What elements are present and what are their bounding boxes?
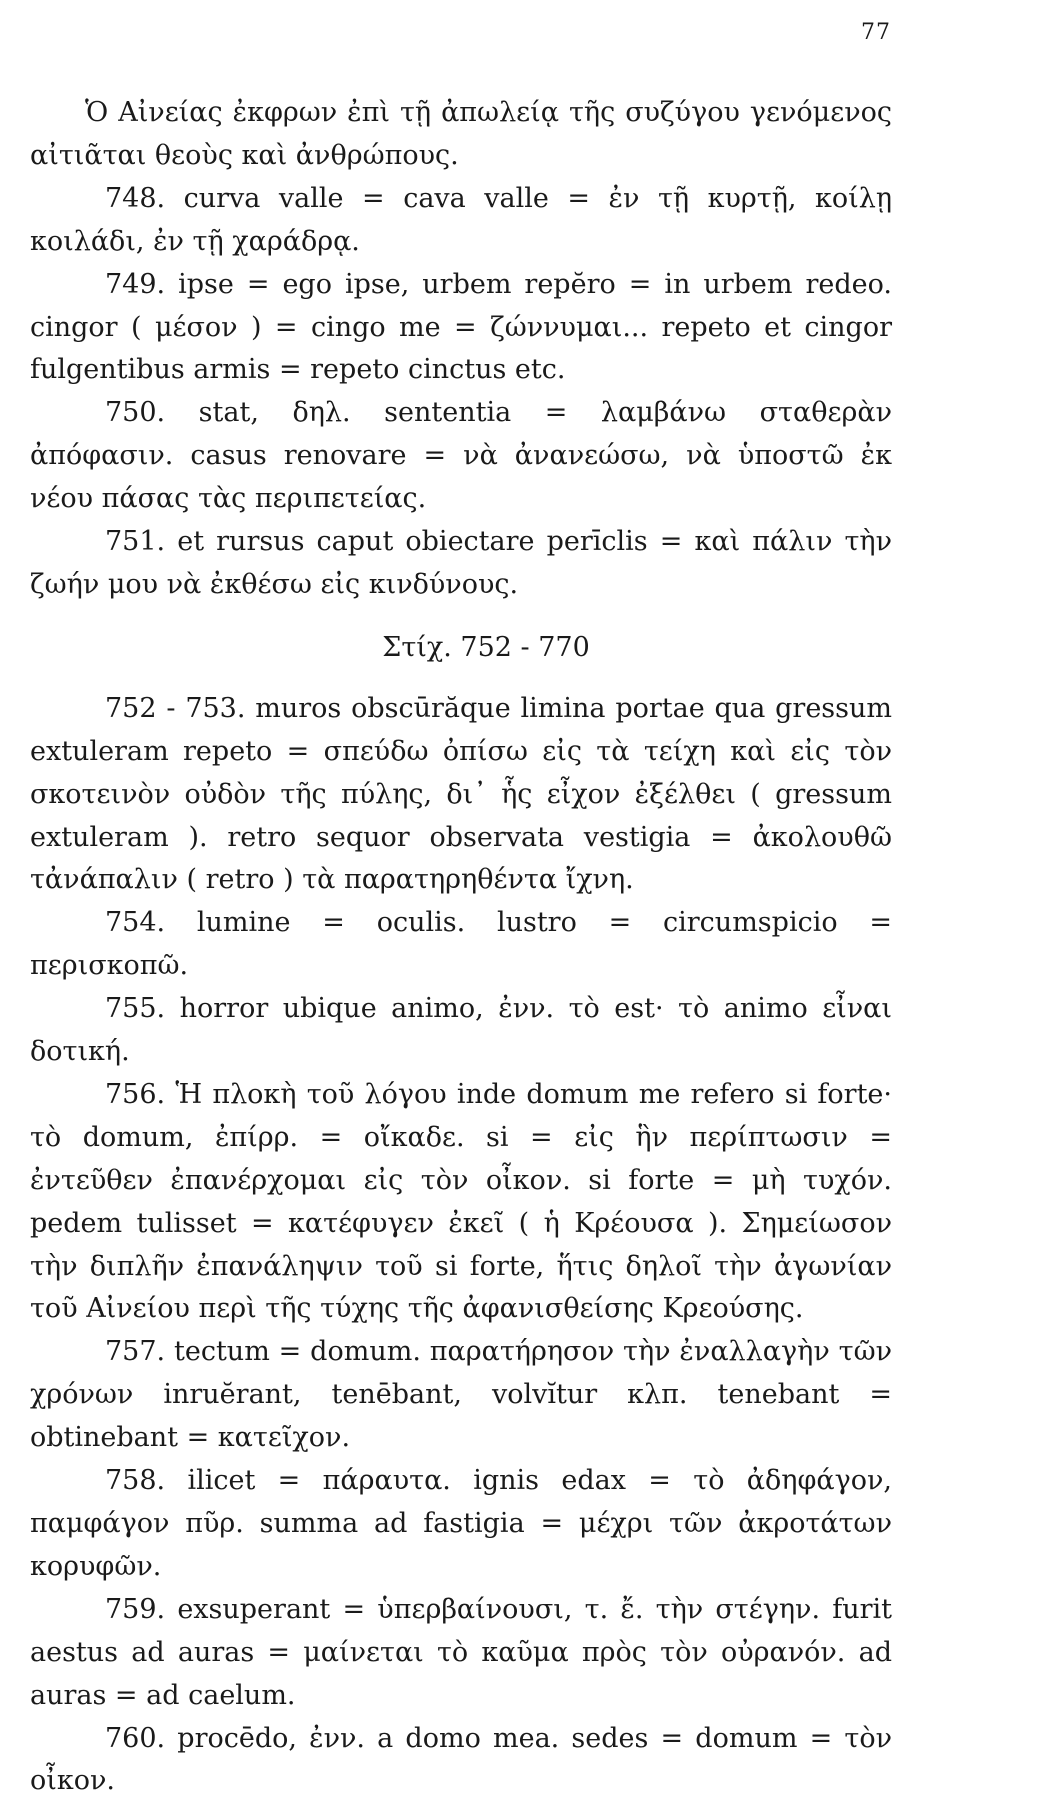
paragraph-note-754: 754. lumine = oculis. lustro = circumspicio = περισκοπῶ. bbox=[30, 907, 892, 982]
paragraph-note-759: 759. exsuperant = ὑπερβαίνουσι, τ. ἔ. τὴν στέγην. furit aestus ad auras = μαίνεται τὸ καῦμα πρὸς τὸν οὐρανόν. ad auras = ad caelum. bbox=[30, 1593, 892, 1711]
page-number: 77 bbox=[861, 20, 891, 45]
paragraph-intro: Ὁ Αἰνείας ἐκφρων ἐπὶ τῇ ἀπωλείᾳ τῆς συζύγου γενόμενος αἰτιᾶται θεοὺς καὶ ἀνθρώπους. bbox=[30, 97, 892, 171]
paragraph-note-750: 750. stat, δηλ. sententia = λαμβάνω σταθερὰν ἀπόφασιν. casus renovare = νὰ ἀνανεώσω, νὰ ὑποστῶ ἐκ νέου πάσας τὰς περιπετείας. bbox=[30, 397, 892, 515]
paragraph-note-748: 748. curva valle = cava valle = ἐν τῇ κυρτῇ, κοίλῃ κοιλάδι, ἐν τῇ χαράδρᾳ. bbox=[30, 182, 892, 257]
paragraph-note-749: 749. ipse = ego ipse, urbem repĕro = in urbem redeo. cingor ( μέσον ) = cingo me = ζώννυμαι... repeto et cingor fulgentibus armis = repeto cinctus etc. bbox=[30, 268, 892, 386]
paragraph-note-758: 758. ilicet = πάραυτα. ignis edax = τὸ ἀδηφάγον, παμφάγον πῦρ. summa ad fastigia = μέχρι τῶν ἀκροτάτων κορυφῶν. bbox=[30, 1465, 892, 1582]
paragraph-note-752-753: 752 - 753. muros obscūrăque limina portae qua gressum extuleram repeto = σπεύδω ὀπίσω εἰς τὰ τείχη καὶ εἰς τὸν σκοτεινὸν οὐδὸν τῆς πύλης, δι᾽ ἧς εἶχον ἐξέλθει ( gressum extuleram ). retro sequor observata vestigia = ἀκολουθῶ τἀνάπαλιν ( retro ) τὰ παρατηρηθέντα ἴχνη. bbox=[30, 692, 892, 896]
paragraph-note-756: 756. Ἡ πλοκὴ τοῦ λόγου inde domum me refero si forte· τὸ domum, ἐπίρρ. = οἴκαδε. si = εἰς ἣν περίπτωσιν = ἐντεῦθεν ἐπανέρχομαι εἰς τὸν οἶκον. si forte = μὴ τυχόν. pedem tulisset = κατέφυγεν ἐκεῖ ( ἡ Κρέουσα ). Σημείωσον τὴν διπλῆν ἐπανάληψιν τοῦ si forte, ἥτις δηλοῖ τὴν ἀγωνίαν τοῦ Αἰνείου περὶ τῆς τύχης τῆς ἀφανισθείσης Κρεούσης. bbox=[30, 1078, 892, 1325]
commentary-text bbox=[30, 92, 892, 1803]
paragraph-note-760: 760. procēdo, ἐνν. a domo mea. sedes = domum = τὸν οἶκον. bbox=[30, 1722, 892, 1797]
paragraph-note-755: 755. horror ubique animo, ἐνν. τὸ est· τὸ animo εἶναι δοτική. bbox=[30, 993, 892, 1068]
paragraph-note-751: 751. et rursus caput obiectare perīclis = καὶ πάλιν τὴν ζωήν μου νὰ ἐκθέσω εἰς κινδύνους. bbox=[30, 526, 892, 600]
section-heading: Στίχ. 752 - 770 bbox=[382, 631, 590, 663]
paragraph-note-757: 757. tectum = domum. παρατήρησον τὴν ἐναλλαγὴν τῶν χρόνων inruĕrant, tenēbant, volvĭtur κλπ. tenebant = obtinebant = κατεῖχον. bbox=[30, 1336, 892, 1454]
